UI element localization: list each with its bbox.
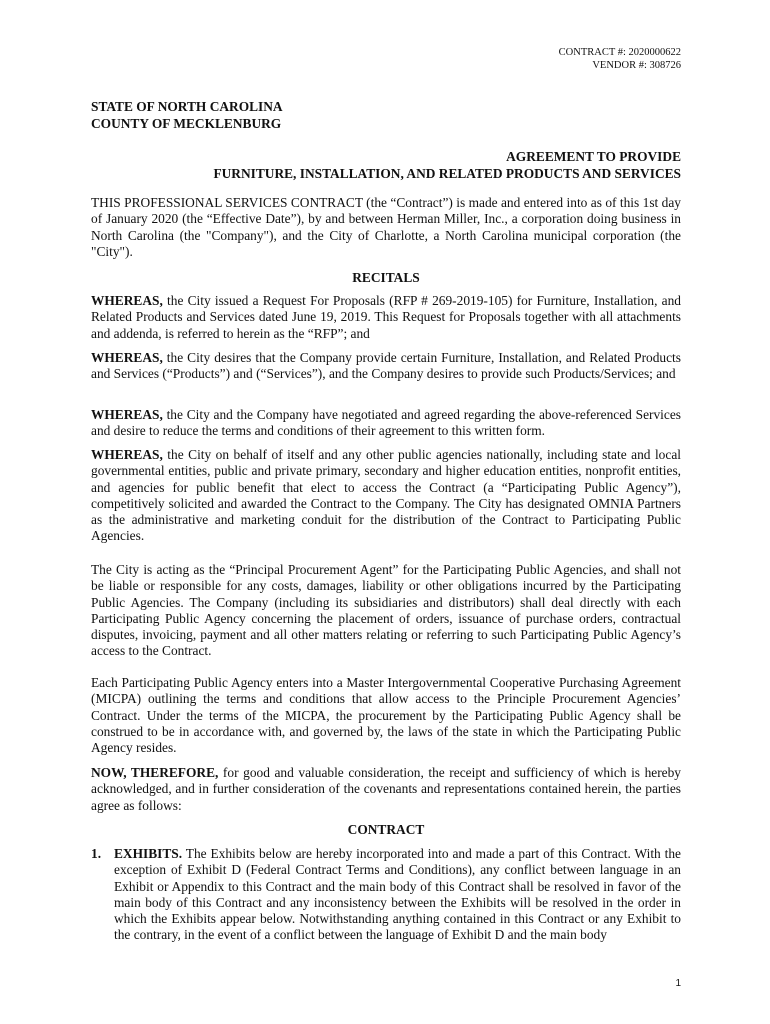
- section-heading: EXHIBITS.: [114, 846, 183, 861]
- recital-text: the City issued a Request For Proposals (RFP # 269-2019-105) for Furniture, Installation, and Related Products and Services dated June 19, 2019. This Request for Proposals together with all attachments and addenda, is referred to herein as the “RFP”; and: [91, 293, 681, 341]
- recitals-heading: RECITALS: [352, 270, 420, 285]
- recital-lead: WHEREAS,: [91, 447, 163, 462]
- agreement-title-line2: FURNITURE, INSTALLATION, AND RELATED PRODUCTS AND SERVICES: [213, 166, 681, 181]
- vendor-number: VENDOR #: 308726: [592, 60, 681, 71]
- recital-2: [91, 350, 681, 383]
- contract-heading: CONTRACT: [347, 822, 425, 837]
- recital-text: the City on behalf of itself and any other public agencies nationally, including state and local governmental entities, public and private primary, secondary and higher education entities, nonprofit entities, and agencies for public benefit that elect to access the Contract (a “Participating Public Agency”), competitively solicited and awarded the Contract to the Company. The City has designated OMNIA Partners as the administrative and marketing conduit for the distribution of the Contract to Participating Public Agencies.: [91, 447, 681, 544]
- now-therefore-text: for good and valuable consideration, the receipt and sufficiency of which is hereby acknowledged, and in further consideration of the covenants and representations contained herein, the parties agree as follows:: [91, 765, 682, 813]
- now-therefore-paragraph: [91, 765, 681, 814]
- contract-number: CONTRACT #: 2020000622: [558, 47, 681, 58]
- contract-identifiers: [559, 46, 681, 72]
- section-number: 1.: [91, 846, 102, 861]
- recital-lead: WHEREAS,: [91, 350, 163, 365]
- recital-lead: WHEREAS,: [91, 407, 163, 422]
- agreement-title-line1: AGREEMENT TO PROVIDE: [506, 149, 681, 164]
- recital-text: the City and the Company have negotiated and agreed regarding the above-referenced Services and desire to reduce the terms and conditions of their agreement to this written form.: [91, 407, 681, 439]
- section-1-exhibits: [114, 846, 681, 944]
- micpa-paragraph: Each Participating Public Agency enters into a Master Intergovernmental Cooperative Purchasing Agreement (MICPA) outlining the terms and conditions that allow access to the Principle Procurement Agencies’ Contract. Under the terms of the MICPA, the procurement by the Participating Public Agency shall be construed to be in accordance with, and governed by, the laws of the state in which the Participating Public Agency resides.: [91, 675, 681, 756]
- recital-text: the City desires that the Company provide certain Furniture, Installation, and Related Products and Services (“Products”) and (“Services”), and the Company desires to provide such Products/Services; and: [91, 350, 681, 382]
- page-number: 1: [675, 978, 681, 989]
- jurisdiction-block: [91, 98, 283, 132]
- recital-4: [91, 447, 681, 545]
- now-therefore-lead: NOW, THEREFORE,: [91, 765, 219, 780]
- intro-paragraph: THIS PROFESSIONAL SERVICES CONTRACT (the “Contract”) is made and entered into as of this 1st day of January 2020 (the “Effective Date”), by and between Herman Miller, Inc., a corporation doing business in North Carolina (the "Company"), and the City of Charlotte, a North Carolina municipal corporation (the "City").: [91, 195, 681, 259]
- recital-1: [91, 293, 681, 342]
- principal-agent-paragraph: The City is acting as the “Principal Procurement Agent” for the Participating Public Agencies, and shall not be liable or responsible for any costs, damages, liability or other obligations incurred by the Participating Public Agencies. The Company (including its subsidiaries and distributors) shall deal directly with each Participating Public Agency concerning the placement of orders, issuance of purchase orders, contractual disputes, invoicing, payment and all other matters relating or referring to such Participating Public Agency’s access to the Contract.: [91, 562, 681, 659]
- recital-3: [91, 407, 681, 440]
- county-name: COUNTY OF MECKLENBURG: [91, 116, 282, 131]
- section-text: The Exhibits below are hereby incorporated into and made a part of this Contract. With the exception of Exhibit D (Federal Contract Terms and Conditions), any conflict between language in an Exhibit or Appendix to this Contract and the main body of this Contract shall be resolved in favor of the main body of this Contract and any inconsistency between the Exhibits will be resolved in the order in which the Exhibits appear below. Notwithstanding anything contained in this Contract or any Exhibit to the contrary, in the event of a conflict between the language of Exhibit D and the main body: [114, 846, 681, 943]
- recital-lead: WHEREAS,: [91, 293, 163, 308]
- state-name: STATE OF NORTH CAROLINA: [91, 99, 283, 114]
- agreement-title: [213, 148, 681, 182]
